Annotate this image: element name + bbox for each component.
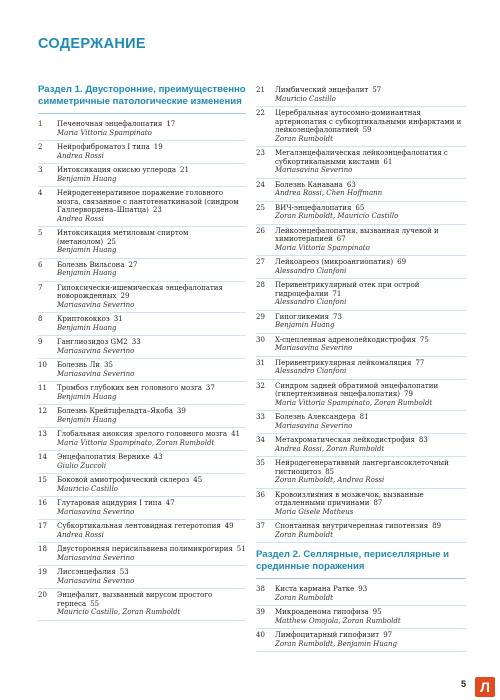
chapter-authors: Maria Vittoria Spampinato, Zoran Rumboldt <box>275 398 433 407</box>
chapter-authors: Benjamin Huang <box>275 321 335 329</box>
chapter-number: 3 <box>38 166 43 174</box>
chapter-title: Болезнь Вильсона <box>57 260 125 269</box>
entry-body <box>57 315 246 332</box>
chapter-number: 11 <box>38 384 47 392</box>
chapter-title-line <box>275 631 466 640</box>
toc-entry[interactable] <box>38 118 246 141</box>
chapter-title: Киста кармана Ратке <box>275 585 355 593</box>
page-ref: 27 <box>128 260 138 269</box>
chapter-title-line <box>275 281 466 298</box>
page-ref: 83 <box>418 436 428 444</box>
chapter-authors: Alessandro Cianfoni <box>275 266 347 275</box>
entry-body <box>57 361 246 378</box>
chapter-number: 15 <box>38 476 47 484</box>
toc-entry[interactable] <box>256 606 466 629</box>
toc-entry[interactable] <box>256 279 466 311</box>
chapter-title-line <box>275 585 466 594</box>
chapter-number: 34 <box>256 436 265 444</box>
page-ref: 89 <box>432 522 442 530</box>
entry-body <box>275 459 466 485</box>
chapter-authors: Mariasavina Severino <box>57 300 135 309</box>
chapter-title-line <box>57 522 246 531</box>
chapter-number: 33 <box>256 413 265 421</box>
chapter-title: Интоксикация окисью углерода <box>57 166 177 174</box>
chapter-title: Лейкоареоз (микроангиопатия) <box>275 258 394 266</box>
chapter-title-line <box>57 143 246 152</box>
chapter-authors: Mariasavina Severino <box>275 344 353 352</box>
chapter-authors: Andrea Rossi <box>57 214 104 223</box>
page-ref: 51 <box>236 545 246 553</box>
chapter-title: Перивентрикулярный отек при острой гидроцефалии <box>275 281 420 298</box>
chapter-authors: Mariasavina Severino <box>275 166 353 174</box>
toc-entry[interactable] <box>256 629 466 652</box>
chapter-title: Церебральная аутосомно-доминантная артериопатия с субкортикальными инфарктами и лейкоэнцефалопатией <box>275 109 462 134</box>
chapter-title-line <box>275 359 466 368</box>
chapter-title-line <box>57 476 246 485</box>
entry-body <box>275 359 466 376</box>
chapter-title-line <box>57 338 246 347</box>
page-ref: 71 <box>332 289 342 298</box>
entry-body <box>57 545 246 562</box>
chapter-authors: Maria Vittoria Spampinato <box>275 243 370 252</box>
chapter-title-line <box>275 204 466 213</box>
chapter-number: 26 <box>256 226 265 235</box>
section-heading: Раздел 1. Двусторонние, преимущественно симметричные патологические изменения <box>38 84 246 114</box>
chapter-authors: Benjamin Huang <box>57 246 117 254</box>
chapter-title-line <box>275 149 466 166</box>
chapter-number: 23 <box>256 149 265 157</box>
chapter-title-line <box>275 313 466 322</box>
page-ref: 49 <box>224 522 234 530</box>
chapter-title: Лимбический энцефалит <box>275 86 369 94</box>
chapter-title: Криптококкоз <box>57 315 110 323</box>
toc-entry[interactable] <box>38 282 246 314</box>
chapter-authors: Zoran Rumboldt <box>275 593 333 602</box>
page-ref: 75 <box>419 335 429 344</box>
page-ref: 79 <box>404 390 413 398</box>
page-ref: 47 <box>165 499 175 507</box>
page-ref: 65 <box>355 203 365 212</box>
toc-entry[interactable] <box>256 179 466 202</box>
chapter-authors: Mariasavina Severino <box>57 576 135 585</box>
toc-entry[interactable] <box>38 359 246 382</box>
page-ref: 31 <box>113 315 123 323</box>
toc-entry[interactable] <box>38 382 246 405</box>
chapter-title-line <box>275 436 466 445</box>
chapter-title: Ганглиозидоз GM2 <box>57 338 128 346</box>
entry-body <box>57 522 246 539</box>
toc-entry[interactable] <box>256 334 466 357</box>
toc-entry[interactable] <box>256 457 466 489</box>
entry-body <box>275 382 466 408</box>
chapter-title-line <box>57 315 246 324</box>
toc-right-column <box>256 84 466 652</box>
chapter-title-line <box>275 227 466 244</box>
chapter-title-line <box>57 568 246 577</box>
toc-entry[interactable] <box>38 543 246 566</box>
chapter-number: 1 <box>38 120 43 128</box>
toc-entry[interactable] <box>256 107 466 147</box>
chapter-title: Кровоизлияния в мозжечок, вызванные отдаленными причинами <box>275 490 424 507</box>
chapter-authors: Mauricio Castillo <box>275 94 336 103</box>
chapter-number: 12 <box>38 407 47 415</box>
toc-entry[interactable] <box>38 187 246 227</box>
toc-entry[interactable] <box>256 583 466 606</box>
chapter-number: 27 <box>256 258 265 266</box>
page-ref: 39 <box>176 407 186 415</box>
chapter-number: 2 <box>38 143 43 151</box>
chapter-number: 7 <box>38 283 43 292</box>
chapter-title: X-сцепленная адренолейкодистрофия <box>275 335 416 344</box>
chapter-authors: Alessandro Cianfoni <box>275 298 347 306</box>
toc-entry[interactable] <box>256 380 466 412</box>
page-ref: 43 <box>153 453 163 461</box>
page-ref: 67 <box>336 235 346 243</box>
entry-body <box>57 166 246 183</box>
entry-body <box>57 476 246 493</box>
page-ref: 21 <box>180 166 189 174</box>
chapter-authors: Benjamin Huang <box>57 269 117 277</box>
chapter-title-line <box>275 413 466 422</box>
toc-entry[interactable] <box>38 520 246 543</box>
toc-entry[interactable] <box>38 497 246 520</box>
toc-entry[interactable] <box>256 357 466 380</box>
entry-body <box>275 413 466 430</box>
chapter-authors: Mauricio Castillo, Zoran Rumboldt <box>57 608 181 616</box>
toc-entry[interactable] <box>38 227 246 259</box>
entry-body <box>275 86 466 103</box>
toc-entry[interactable] <box>38 141 246 164</box>
chapter-title-line <box>275 608 466 617</box>
page-ref: 23 <box>152 206 162 214</box>
chapter-title: Печеночная энцефалопатия <box>57 120 163 128</box>
entry-body <box>275 436 466 453</box>
entry-body <box>275 491 466 517</box>
chapter-authors: Mauricio Castillo <box>57 484 118 493</box>
chapter-title: Лейкоэнцефалопатия, вызванная лучевой и химиотерапией <box>275 226 439 243</box>
toc-entry[interactable] <box>38 474 246 497</box>
entry-body <box>275 336 466 353</box>
chapter-title-line <box>57 284 246 301</box>
page-ref: 73 <box>333 312 342 321</box>
page-ref: 77 <box>415 358 425 367</box>
entry-body <box>275 227 466 253</box>
toc-entry[interactable] <box>38 313 246 336</box>
chapter-authors: Benjamin Huang <box>57 415 117 424</box>
chapter-title-line <box>57 430 246 439</box>
chapter-title-line <box>57 166 246 175</box>
chapter-number: 21 <box>256 86 265 94</box>
page-ref: 85 <box>325 467 334 476</box>
chapter-number: 9 <box>38 338 43 346</box>
chapter-authors: Giulio Zuccoli <box>57 461 107 470</box>
chapter-title: Мегалэнцефалическая лейкоэнцефалопатия с субкортикальными кистами <box>275 149 448 166</box>
chapter-title-line <box>57 384 246 393</box>
page-ref: 63 <box>346 180 356 189</box>
chapter-authors: Benjamin Huang <box>57 392 117 401</box>
chapter-title: Гипогликемия <box>275 312 330 321</box>
chapter-number: 8 <box>38 315 43 323</box>
chapter-title-line <box>57 189 246 215</box>
chapter-title-line <box>57 591 246 608</box>
toc-entry[interactable] <box>38 336 246 359</box>
toc-entry[interactable] <box>256 520 466 543</box>
chapter-authors: Maria Gisele Matheus <box>275 507 354 516</box>
entry-body <box>57 120 246 137</box>
chapter-title: Тромбоз глубоких вен головного мозга <box>57 384 202 392</box>
toc-entry[interactable] <box>256 225 466 257</box>
chapter-title: Гипоксически-ишемическая энцефалопатия новорожденных <box>57 283 223 300</box>
chapter-number: 29 <box>256 312 265 321</box>
toc-entry[interactable] <box>256 411 466 434</box>
chapter-title-line <box>275 491 466 508</box>
chapter-number: 30 <box>256 335 265 344</box>
chapter-authors: Andrea Rossi <box>57 151 104 160</box>
page-ref: 57 <box>372 86 382 94</box>
page-ref: 17 <box>166 120 176 128</box>
chapter-title: Болезнь Крейтцфельдта–Якоба <box>57 407 173 415</box>
chapter-authors: Benjamin Huang <box>57 323 117 332</box>
chapter-title: Интоксикация метиловым спиртом (метанолом) <box>57 229 189 246</box>
chapter-title: Глутаровая ацидурия I типа <box>57 499 162 507</box>
entry-body <box>57 189 246 223</box>
chapter-number: 17 <box>38 522 47 530</box>
publisher-logo: Л <box>475 677 495 697</box>
page-title: СОДЕРЖАНИЕ <box>38 36 146 52</box>
page-ref: 33 <box>131 338 141 346</box>
page-ref: 53 <box>119 568 129 576</box>
chapter-title-line <box>57 499 246 508</box>
toc-entry[interactable] <box>256 202 466 225</box>
chapter-authors: Mariasavina Severino <box>275 421 353 430</box>
chapter-title: Энцефалопатия Вернике <box>57 453 150 461</box>
chapter-number: 20 <box>38 591 47 599</box>
chapter-authors: Andrea Rossi <box>57 530 104 539</box>
entry-body <box>57 453 246 470</box>
page-ref: 87 <box>373 499 383 507</box>
page-ref: 95 <box>372 608 382 616</box>
chapter-title-line <box>275 382 466 399</box>
chapter-authors: Maria Vittoria Spampinato, Zoran Rumboldt <box>57 438 215 447</box>
toc-entry[interactable] <box>38 405 246 428</box>
toc-entry[interactable] <box>38 259 246 282</box>
chapter-number: 25 <box>256 203 265 212</box>
entry-body <box>275 181 466 198</box>
chapter-authors: Mariasavina Severino <box>57 369 135 378</box>
toc-entry[interactable] <box>256 147 466 179</box>
chapter-title: ВИЧ-энцефалопатия <box>275 203 352 212</box>
chapter-number: 19 <box>38 568 47 576</box>
page-ref: 45 <box>193 476 203 484</box>
chapter-number: 14 <box>38 453 47 461</box>
chapter-title-line <box>57 229 246 246</box>
chapter-title-line <box>57 261 246 270</box>
chapter-title: Лимфоцитарный гипофизит <box>275 631 380 639</box>
chapter-number: 37 <box>256 522 265 530</box>
page-ref: 41 <box>231 430 240 438</box>
chapter-title: Двусторонняя перисильвиева полимикрогирия <box>57 545 233 553</box>
chapter-title: Спонтанная внутричерепная гипотензия <box>275 522 429 530</box>
chapter-title: Нейродегенеративный лангергансоклеточный гистиоцитоз <box>275 459 449 476</box>
toc-entry[interactable] <box>256 256 466 279</box>
chapter-title-line <box>275 181 466 190</box>
chapter-number: 10 <box>38 361 47 369</box>
chapter-title-line <box>57 361 246 370</box>
chapter-authors: Andrea Rossi, Zoran Rumboldt <box>275 444 385 453</box>
chapter-title: Субкортикальная лентовидная гетеротопия <box>57 522 221 530</box>
chapter-number: 31 <box>256 358 265 367</box>
chapter-number: 32 <box>256 381 265 390</box>
page-ref: 69 <box>397 258 407 266</box>
page-ref: 93 <box>358 585 368 593</box>
chapter-title: Болезнь Канавана <box>275 180 343 189</box>
toc-list <box>38 118 246 621</box>
chapter-number: 4 <box>38 189 43 197</box>
page-ref: 59 <box>362 126 372 134</box>
chapter-number: 16 <box>38 499 47 507</box>
chapter-title: Метахроматическая лейкодистрофия <box>275 436 415 444</box>
chapter-number: 13 <box>38 430 47 438</box>
chapter-number: 22 <box>256 109 265 117</box>
chapter-authors: Mariasavina Severino <box>57 346 135 355</box>
entry-body <box>275 631 466 648</box>
entry-body <box>57 229 246 255</box>
chapter-authors: Maria Vittoria Spampinato <box>57 128 152 137</box>
chapter-authors: Zoran Rumboldt <box>275 134 333 143</box>
page-ref: 29 <box>120 292 130 300</box>
page-ref: 55 <box>90 599 100 608</box>
chapter-title: Синдром задней обратимой энцефалопатии (гипертензивная энцефалопатия) <box>275 381 439 398</box>
chapter-authors: Zoran Rumboldt, Benjamin Huang <box>275 639 397 648</box>
page-ref: 19 <box>153 143 163 151</box>
chapter-number: 5 <box>38 229 43 237</box>
chapter-number: 38 <box>256 585 265 593</box>
chapter-authors: Mariasavina Severino <box>57 553 135 562</box>
toc-entry[interactable] <box>256 311 466 334</box>
chapter-number: 18 <box>38 545 47 553</box>
chapter-authors: Alessandro Cianfoni <box>275 367 347 375</box>
entry-body <box>275 313 466 330</box>
entry-body <box>275 522 466 539</box>
page-ref: 61 <box>383 157 393 166</box>
entry-body <box>57 338 246 355</box>
page-ref: 35 <box>103 361 113 369</box>
chapter-authors: Matthew Omojola, Zoran Rumboldt <box>275 616 401 625</box>
toc-left-column <box>38 84 246 621</box>
chapter-title: Болезнь Александера <box>275 413 356 421</box>
chapter-number: 24 <box>256 180 265 189</box>
entry-body <box>57 499 246 516</box>
toc-entry[interactable] <box>38 589 246 621</box>
entry-body <box>275 258 466 275</box>
entry-body <box>57 384 246 401</box>
chapter-title: Лиссэнцефалия <box>57 568 116 576</box>
toc-list <box>256 583 466 652</box>
chapter-authors: Zoran Rumboldt <box>275 530 333 539</box>
chapter-title-line <box>57 545 246 554</box>
chapter-title: Перивентрикулярная лейкомаляция <box>275 358 412 367</box>
toc-entry[interactable] <box>256 434 466 457</box>
chapter-title: Боковой амиотрофический склероз <box>57 476 190 484</box>
chapter-authors: Zoran Rumboldt, Mauricio Castillo <box>275 212 399 220</box>
chapter-title-line <box>275 258 466 267</box>
section-heading: Раздел 2. Селлярные, периселлярные и срединные поражения <box>256 549 466 579</box>
entry-body <box>275 281 466 307</box>
entry-body <box>275 585 466 602</box>
chapter-title-line <box>57 453 246 462</box>
chapter-title-line <box>57 120 246 129</box>
entry-body <box>57 284 246 310</box>
toc-entry[interactable] <box>38 566 246 589</box>
chapter-number: 28 <box>256 281 265 289</box>
chapter-number: 40 <box>256 631 265 639</box>
toc-entry[interactable] <box>38 164 246 187</box>
page-ref: 37 <box>205 384 215 392</box>
chapter-authors: Andrea Rossi, Chen Hoffmann <box>275 189 383 197</box>
chapter-title: Микроаденома гипофиза <box>275 608 369 616</box>
entry-body <box>275 204 466 221</box>
chapter-title-line <box>275 522 466 531</box>
page-ref: 25 <box>107 237 117 246</box>
page-ref: 81 <box>359 413 369 421</box>
entry-body <box>275 109 466 143</box>
chapter-title-line <box>275 336 466 345</box>
chapter-title: Нейродегенеративное поражение головного мозга, связанное с пантотенаткиназой (синдром Галлервордена–Шпатца) <box>57 189 239 214</box>
chapter-number: 39 <box>256 608 265 616</box>
chapter-title: Энцефалит, вызванный вирусом простого герпеса <box>57 591 213 608</box>
entry-body <box>275 608 466 625</box>
chapter-title-line <box>57 407 246 416</box>
chapter-number: 35 <box>256 459 265 467</box>
entry-body <box>57 430 246 447</box>
entry-body <box>57 261 246 278</box>
entry-body <box>57 568 246 585</box>
chapter-authors: Zoran Rumboldt, Andrea Rossi <box>275 476 385 484</box>
entry-body <box>57 143 246 160</box>
toc-entry[interactable] <box>38 451 246 474</box>
entry-body <box>275 149 466 175</box>
page-ref: 97 <box>383 631 393 639</box>
entry-body <box>57 591 246 617</box>
toc-list <box>256 84 466 543</box>
toc-entry[interactable] <box>256 84 466 107</box>
chapter-authors: Mariasavina Severino <box>57 507 135 516</box>
chapter-title-line <box>275 459 466 476</box>
chapter-title: Болезнь Ли <box>57 361 100 369</box>
chapter-title-line <box>275 86 466 95</box>
page-number: 5 <box>461 679 467 689</box>
chapter-authors: Benjamin Huang <box>57 174 117 183</box>
chapter-number: 6 <box>38 260 43 269</box>
entry-body <box>57 407 246 424</box>
chapter-title-line <box>275 109 466 135</box>
chapter-title: Нейрофиброматоз I типа <box>57 143 150 151</box>
chapter-title: Глобальная аноксия зрелого головного мозга <box>57 430 228 438</box>
chapter-number: 36 <box>256 490 265 499</box>
toc-entry[interactable] <box>256 489 466 521</box>
toc-entry[interactable] <box>38 428 246 451</box>
